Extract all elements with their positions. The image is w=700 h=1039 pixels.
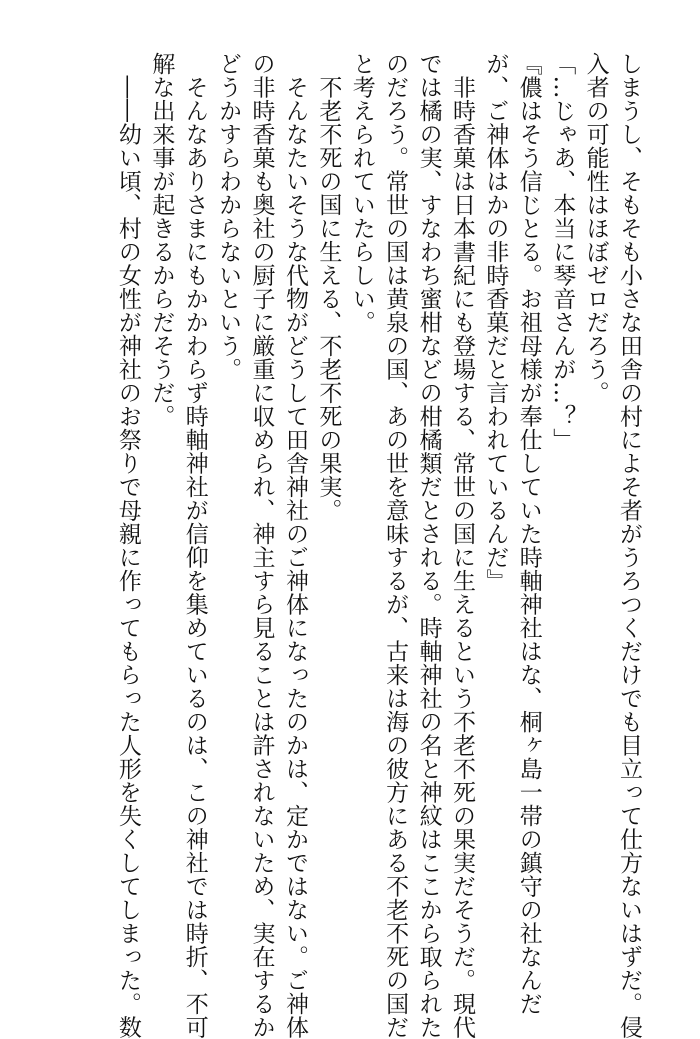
text-line: 入者の可能性はほぼゼロだろう。 — [582, 52, 609, 405]
vertical-text-body — [111, 52, 646, 1039]
text-line: 「…じゃあ、本当に琴音さんが…？」 — [549, 52, 576, 452]
text-line: 非時香菓は日本書紀にも登場する、常世の国に生えるという不老不死の果実だそうだ。現代 — [448, 52, 475, 1039]
text-line: しまうし、そもそも小さな田舎の村によそ者がうろつくだけでも目立って仕方ないはずだ。侵 — [616, 52, 642, 1039]
text-line: そんなありさまにもかかわらず時軸神社が信仰を集めているのは、この神社では時折、不可 — [181, 52, 208, 1039]
text-line: 解な出来事が起きるからだそうだ。 — [148, 52, 175, 428]
text-line: 不老不死の国に生える、不老不死の果実。 — [315, 52, 342, 522]
text-line: の非時香菓も奥社の厨子に厳重に収められ、神主すら見ることは許されないため、実在するか — [248, 52, 275, 1039]
text-line: どうかすらわからないという。 — [215, 52, 242, 381]
text-line: が、ご神体はかの非時香菓だと言われているんだ』 — [482, 52, 509, 593]
text-line: そんなたいそうな代物がどうして田舎神社のご神体になったのかは、定かではない。ご神体 — [281, 52, 308, 1039]
text-line: 『儂はそう信じとる。お祖母様が奉仕していた時軸神社はな、桐ヶ島一帯の鎮守の社なんだ — [515, 52, 542, 1016]
text-line: のだろう。常世の国は黄泉の国、あの世を意味するが、古来は海の彼方にある不老不死の国だ — [382, 52, 409, 1039]
text-line: ――幼い頃、村の女性が神社のお祭りで母親に作ってもらった人形を失くしてしまった。数 — [114, 52, 141, 1039]
text-line: と考えられていたらしい。 — [348, 52, 375, 334]
text-line: では橘の実、すなわち蜜柑などの柑橘類だとされる。時軸神社の名と神紋はここから取られた — [415, 52, 442, 1039]
